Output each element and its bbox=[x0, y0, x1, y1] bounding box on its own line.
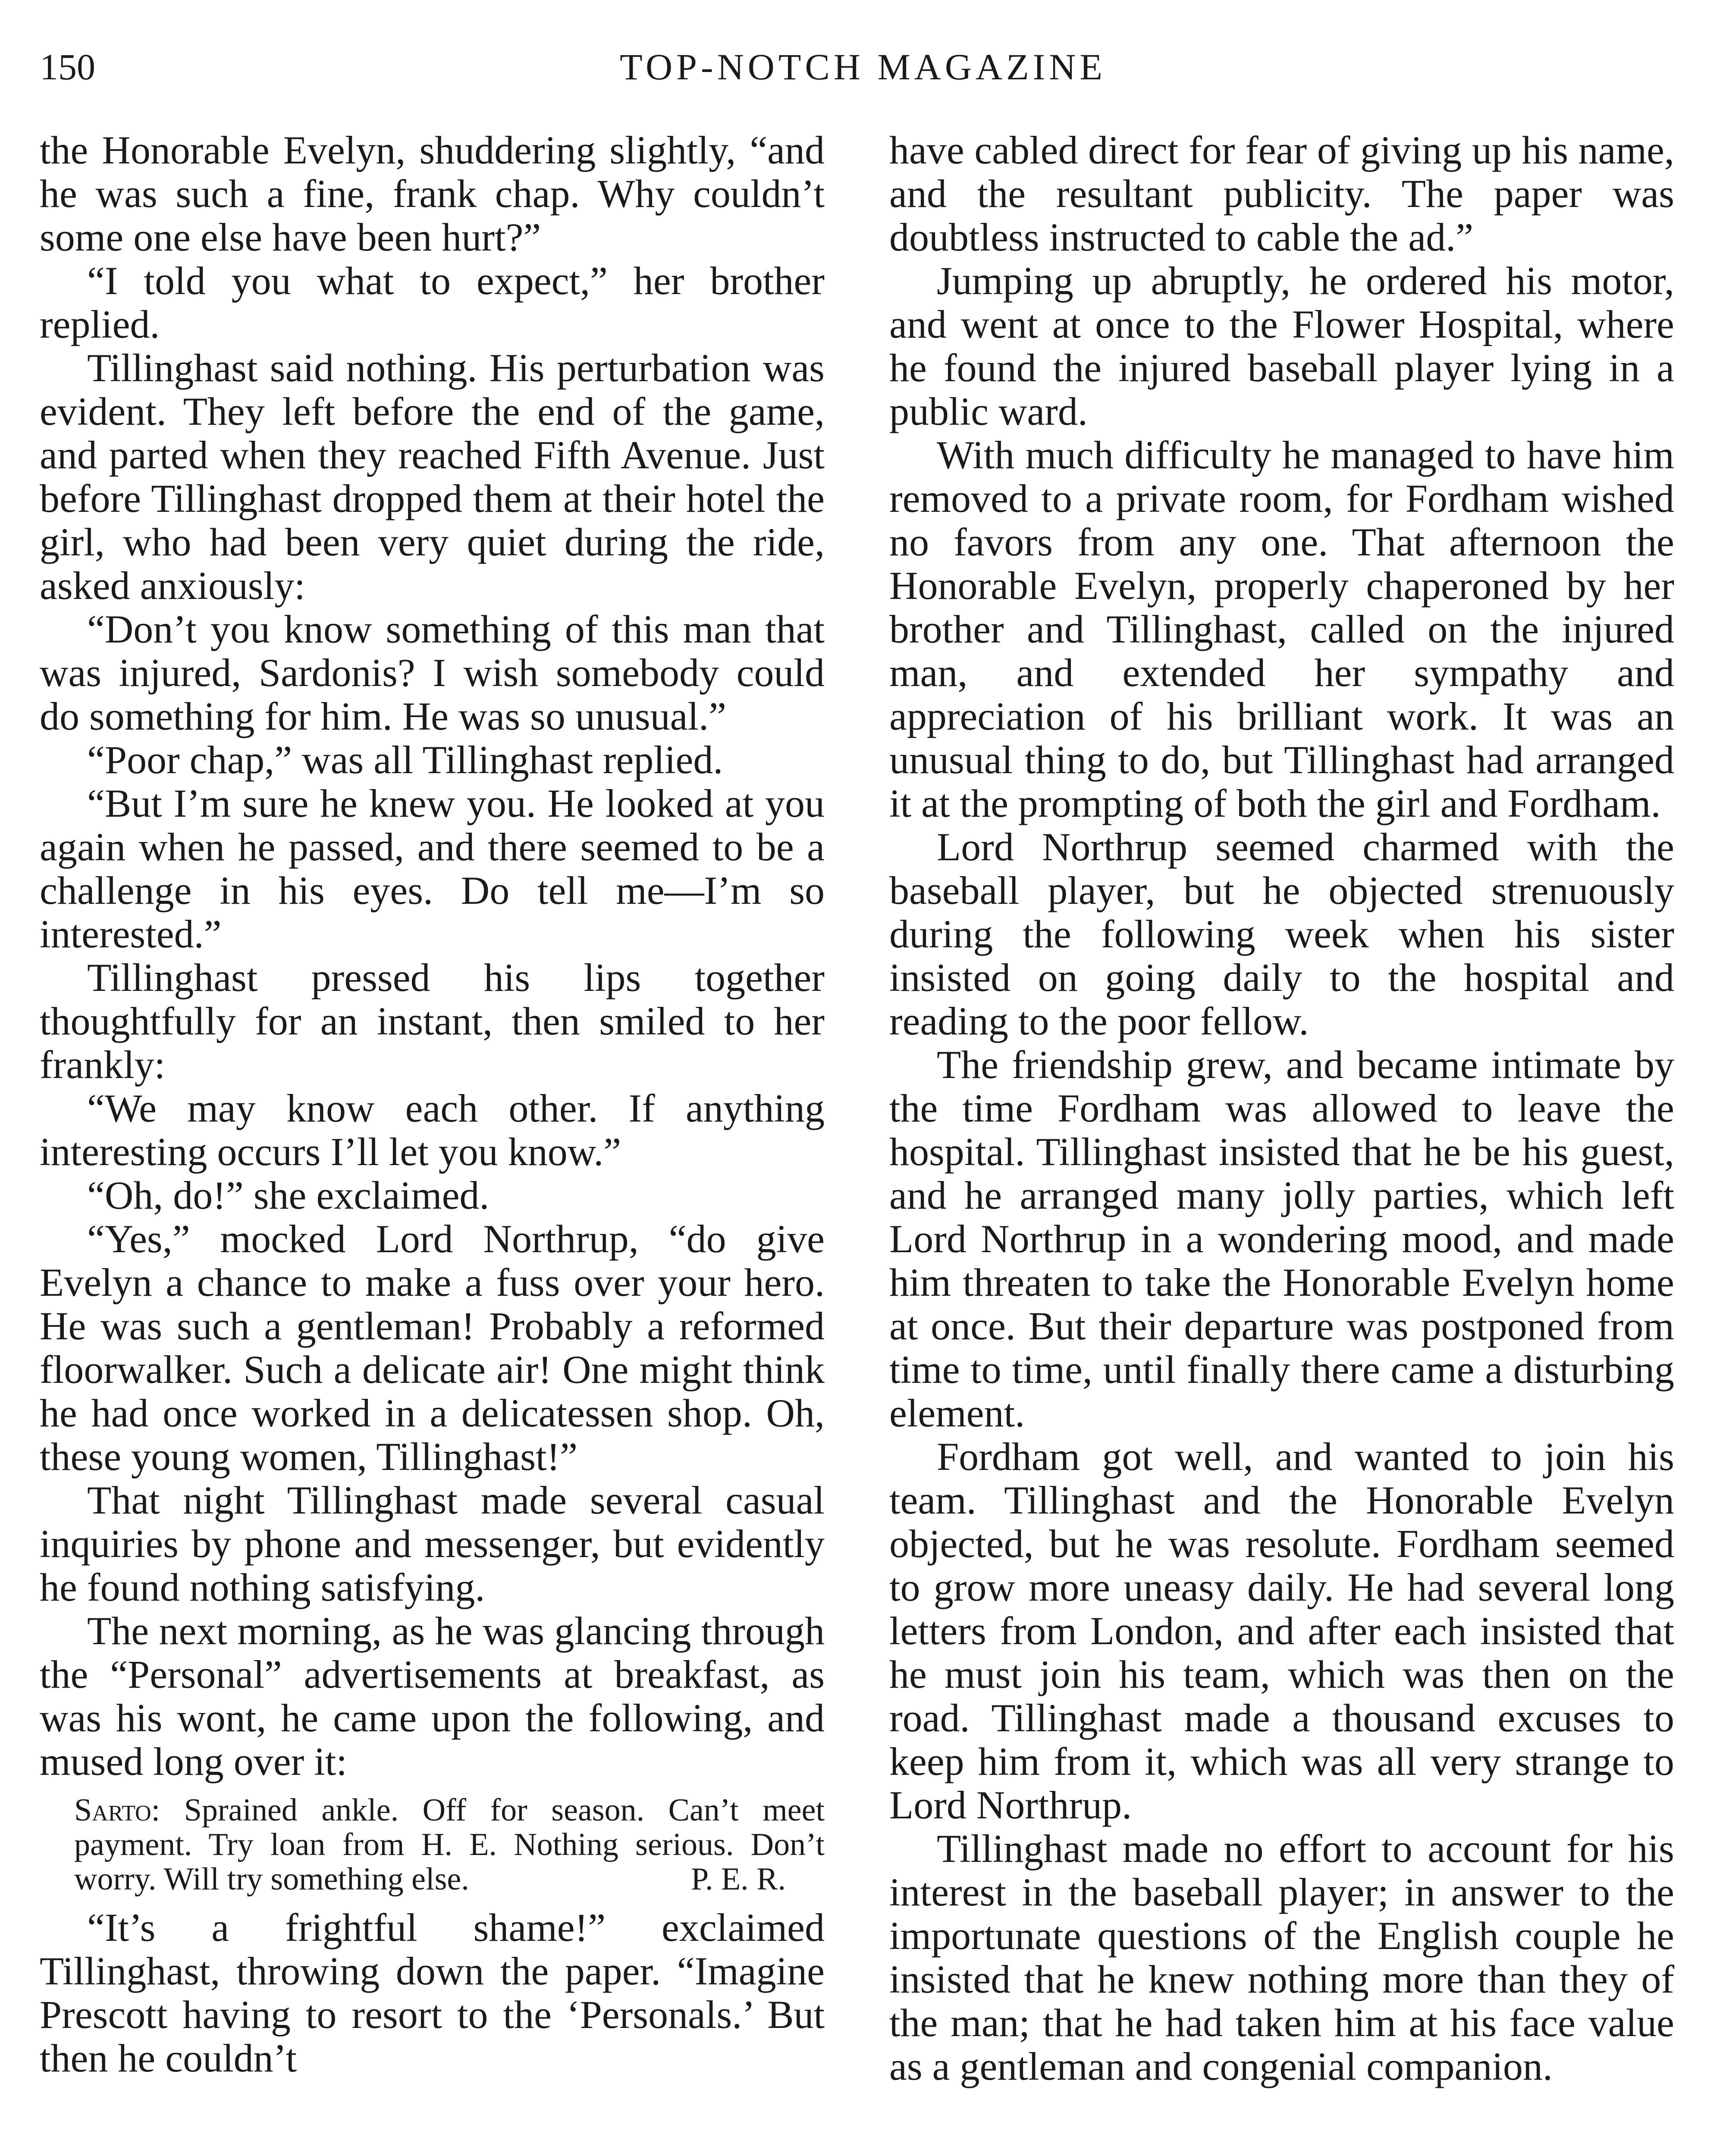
page-number: 150 bbox=[40, 46, 95, 88]
paragraph: Tillinghast said nothing. His perturbation was evident. They left before the end of the game, and parted when they reached Fifth Avenue. Just before Tillinghast dropped them at their hotel the girl, who had been very quiet during the ride, asked anxiously: bbox=[40, 346, 825, 608]
paragraph: With much difficulty he managed to have him removed to a private room, for Fordham wished no favors from any one. That afternoon the Honorable Evelyn, properly chaperoned by her brother and Tillinghast, called on the injured man, and extended her sympathy and appreciation of his brilliant work. It was an unusual thing to do, but Tillinghast had arranged it at the prompting of both the girl and Fordham. bbox=[889, 433, 1674, 825]
paragraph: The next morning, as he was glancing through the “Personal” advertisements at breakfast, as was his wont, he came upon the following, and mused long over it: bbox=[40, 1609, 825, 1783]
paragraph: Jumping up abruptly, he ordered his motor, and went at once to the Flower Hospital, where he found the injured baseball player lying in a public ward. bbox=[889, 259, 1674, 433]
advertisement-signature: P. E. R. bbox=[690, 1861, 786, 1897]
personal-advertisement bbox=[40, 1793, 825, 1896]
paragraph: “Yes,” mocked Lord Northrup, “do give Evelyn a chance to make a fuss over your hero. He was such a gentleman! Probably a reformed floorwalker. Such a delicate air! One might think he had once worked in a delicatessen shop. Oh, these young women, Tillinghast!” bbox=[40, 1217, 825, 1479]
paragraph: “We may know each other. If anything interesting occurs I’ll let you know.” bbox=[40, 1086, 825, 1174]
paragraph: “I told you what to expect,” her brother replied. bbox=[40, 259, 825, 346]
advertisement-addressee: Sarto: bbox=[74, 1792, 160, 1828]
right-column bbox=[889, 128, 1674, 2088]
paragraph: the Honorable Evelyn, shuddering slightly, “and he was such a fine, frank chap. Why couldn’t some one else have been hurt?” bbox=[40, 128, 825, 259]
paragraph: “It’s a frightful shame!” exclaimed Tillinghast, throwing down the paper. “Imagine Prescott having to resort to the ‘Personals.’ But then he couldn’t bbox=[40, 1905, 825, 2080]
paragraph: The friendship grew, and became intimate by the time Fordham was allowed to leave the hospital. Tillinghast insisted that he be his guest, and he arranged many jolly parties, which left Lord Northrup in a wondering mood, and made him threaten to take the Honorable Evelyn home at once. But their departure was postponed from time to time, until finally there came a disturbing element. bbox=[889, 1043, 1674, 1435]
paragraph: Lord Northrup seemed charmed with the baseball player, but he objected strenuously during the following week when his sister insisted on going daily to the hospital and reading to the poor fellow. bbox=[889, 825, 1674, 1043]
left-column bbox=[40, 128, 825, 2080]
paragraph: “But I’m sure he knew you. He looked at you again when he passed, and there seemed to be a challenge in his eyes. Do tell me—I’m so interested.” bbox=[40, 781, 825, 956]
paragraph: Fordham got well, and wanted to join his team. Tillinghast and the Honorable Evelyn objected, but he was resolute. Fordham seemed to grow more uneasy daily. He had several long letters from London, and after each insisted that he must join his team, which was then on the road. Tillinghast made a thousand excuses to keep him from it, which was all very strange to Lord Northrup. bbox=[889, 1435, 1674, 1827]
advertisement-body: Sprained ankle. Off for season. Can’t meet payment. Try loan from H. E. Nothing serious. Don’t worry. Will try something else. bbox=[74, 1792, 825, 1897]
paragraph: Tillinghast pressed his lips together thoughtfully for an instant, then smiled to her frankly: bbox=[40, 956, 825, 1087]
paragraph: have cabled direct for fear of giving up his name, and the resultant publicity. The paper was doubtless instructed to cable the ad.” bbox=[889, 128, 1674, 259]
magazine-title: TOP-NOTCH MAGAZINE bbox=[620, 46, 1106, 88]
paragraph: “Poor chap,” was all Tillinghast replied. bbox=[87, 738, 723, 782]
paragraph: Tillinghast made no effort to account for his interest in the baseball player; in answer to the importunate questions of the English couple he insisted that he knew nothing more than they of the man; that he had taken him at his face value as a gentleman and congenial companion. bbox=[889, 1827, 1674, 2088]
paragraph: “Oh, do!” she exclaimed. bbox=[87, 1173, 490, 1217]
running-head bbox=[40, 43, 1686, 91]
paragraph: “Don’t you know something of this man that was injured, Sardonis? I wish somebody could do something for him. He was so unusual.” bbox=[40, 607, 825, 738]
paragraph: That night Tillinghast made several casual inquiries by phone and messenger, but evidently he found nothing satisfying. bbox=[40, 1478, 825, 1609]
